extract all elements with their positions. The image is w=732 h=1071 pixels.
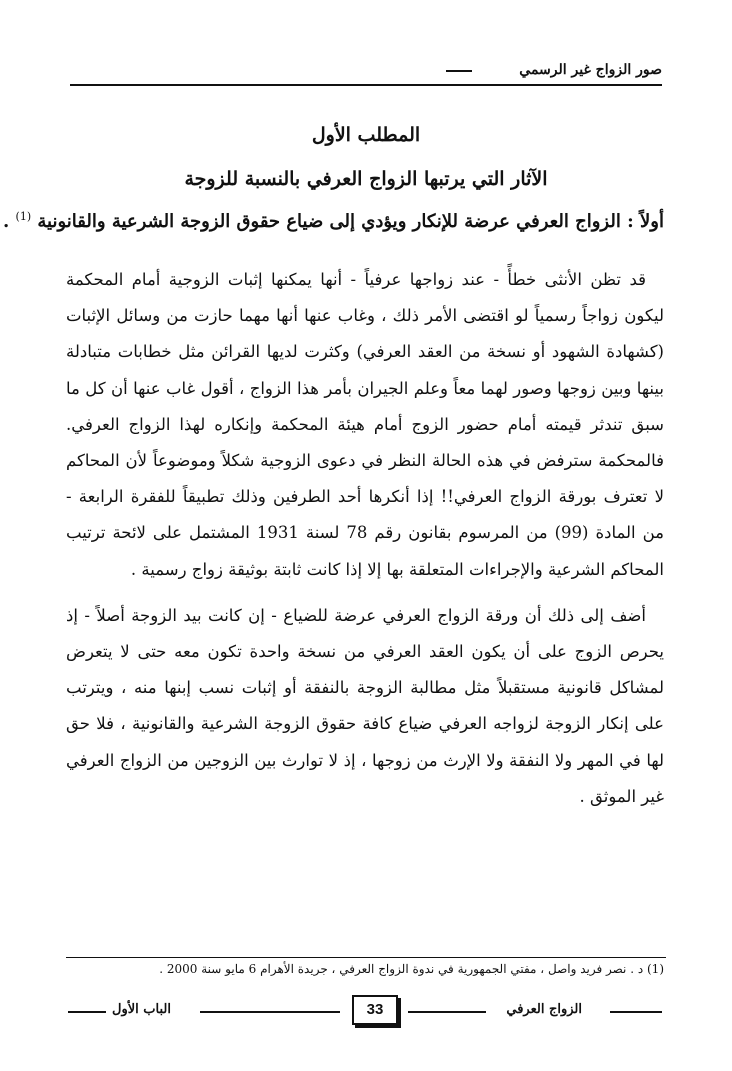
footnote: (1) د . نصر فريد واصل ، مفتي الجمهورية في ندوة الزواج العرفي ، جريدة الأهرام 6 مايو سنة 2000 . [159, 962, 664, 976]
section-subtitle: الآثار التي يرتبها الزواج العرفي بالنسبة للزوجة [184, 168, 548, 190]
footnote-reference: (1) [15, 210, 32, 223]
point-heading-text: أولاً : الزواج العرفي عرضة للإنكار ويؤدي إلى ضياع حقوق الزوجة الشرعية والقانونية [37, 211, 664, 232]
footer-rule-right-inner [408, 1011, 486, 1013]
point-heading [2, 210, 664, 232]
footer-rule-left-inner [200, 1011, 340, 1013]
point-heading-trail: . [2, 211, 10, 232]
section-title: المطلب الأول [311, 124, 421, 146]
paragraph: أضف إلى ذلك أن ورقة الزواج العرفي عرضة للضياع - إن كانت بيد الزوجة أصلاً - إذ يحرص الزوج على أن يكون العقد العرفي من نسخة واحدة تكون معه حتى لا يتعرض لمشاكل قانونية مستقبلاً مثل مطالبة الزوجة بالنفقة أو إثبات نسب إبنها منه ، ويترتب على إنكار الزوجة لزواجه العرفي ضياع كافة حقوق الزوجة الشرعية والقانونية ، فلا حق لها في المهر ولا النفقة ولا الإرث من زوجها ، إذ لا توارث بين الزوجين من الزواج العرفي غير الموثق . [66, 605, 664, 806]
footer-chapter: الباب الأول [112, 1002, 171, 1017]
footer-rule-left-outer [68, 1011, 106, 1013]
running-title: صور الزواج غير الرسمي [513, 62, 662, 78]
footer-rule-right-outer [610, 1011, 662, 1013]
running-header [70, 64, 662, 86]
footnote-divider [66, 957, 666, 958]
footer-book-title: الزواج العرفي [506, 1002, 582, 1017]
body-text [66, 262, 664, 815]
header-dash [446, 70, 472, 72]
page-number: 33 [352, 995, 398, 1025]
paragraph: قد تظن الأنثى خطأً - عند زواجها عرفياً - أنها يمكنها إثبات الزوجية أمام المحكمة ليكون زواجاً رسمياً لو اقتضى الأمر ذلك ، وغاب عنها أنها مهما حازت من وسائل الإثبات (كشهادة الشهود أو نسخة من العقد العرفي) وكثرت لديها القرائن مثل خطابات متبادلة بينها وبين زوجها وصور لهما معاً وعلم الجيران بأمر هذا الزواج ، أقول غاب عنها أن كل ما سبق تندثر قيمته أمام حضور الزوج أمام هيئة المحكمة وإنكاره لهذا الزواج العرفي. فالمحكمة سترفض في هذه الحالة النظر في دعوى الزوجية شكلاً وموضوعاً لأن المحاكم لا تعترف بورقة الزواج العرفي!! إذا أنكرها أحد الطرفين وذلك تطبيقاً للفقرة الرابعة - من المادة (99) من المرسوم بقانون رقم 78 لسنة 1931 المشتمل على لائحة ترتيب المحاكم الشرعية والإجراءات المتعلقة بها إلا إذا كانت ثابتة بوثيقة زواج رسمية . [66, 270, 665, 579]
